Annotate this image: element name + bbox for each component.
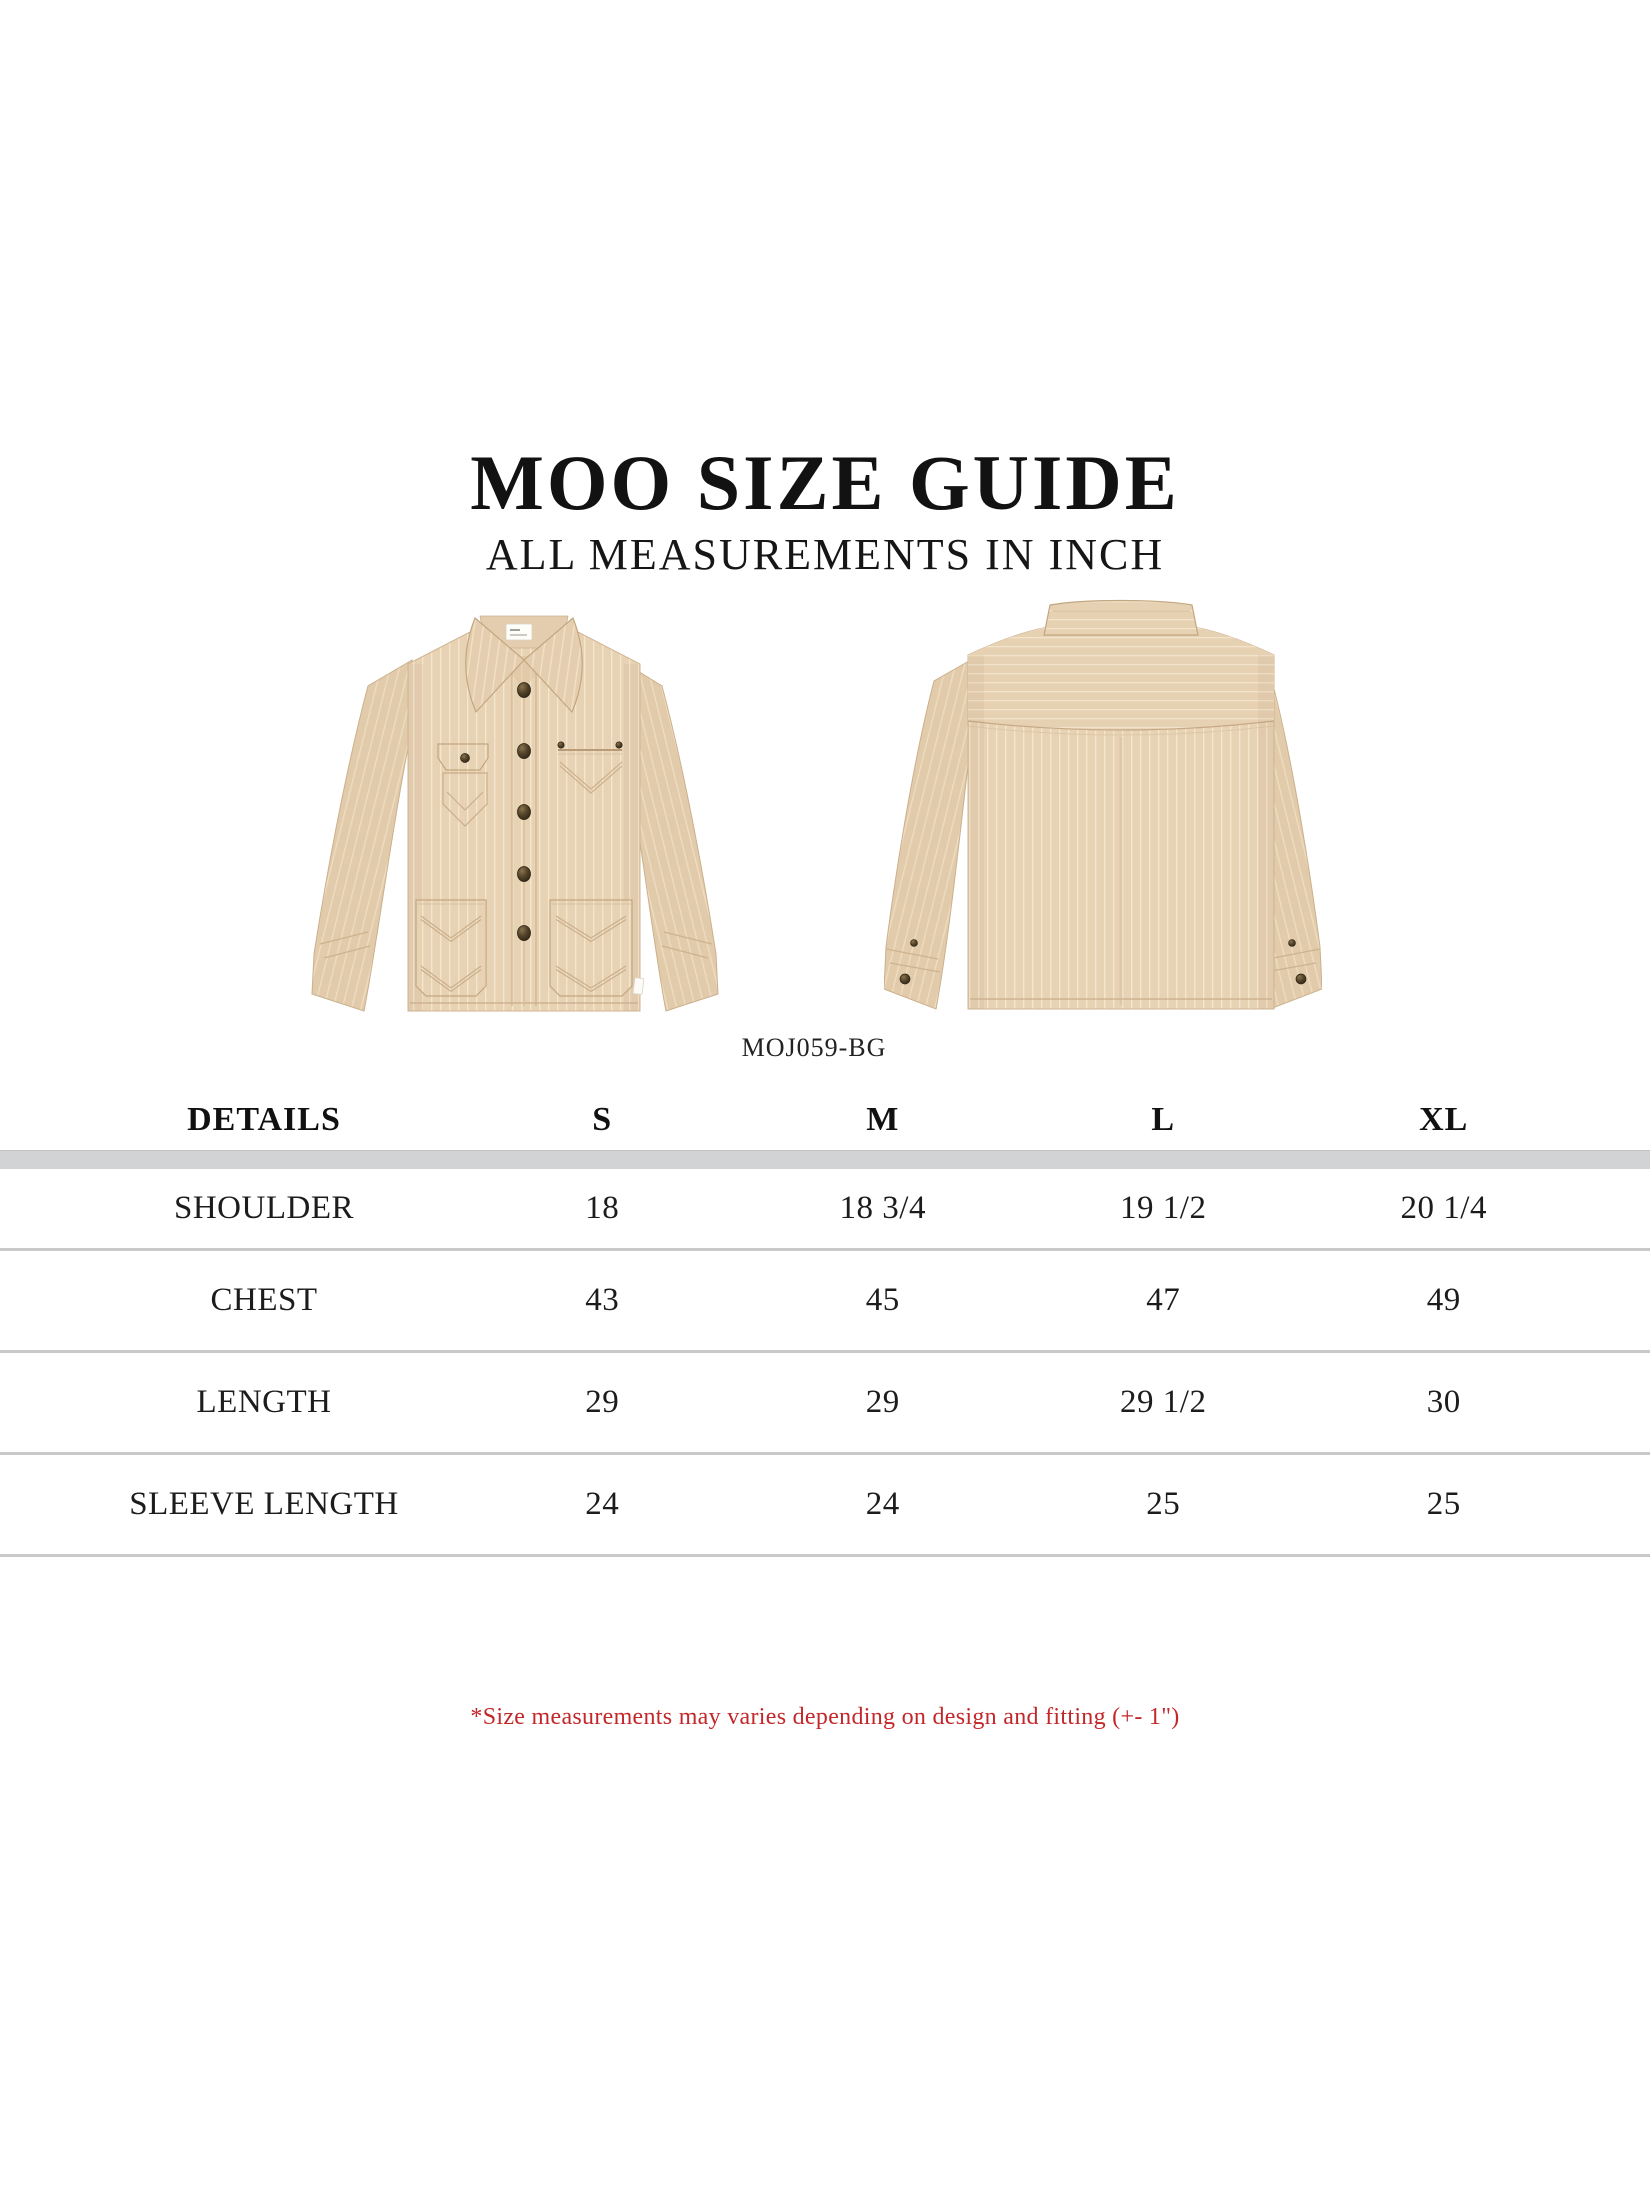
back-left-sleeve (884, 657, 976, 1009)
header-cell-xl: XL (1419, 1101, 1469, 1138)
side-seam-tag (633, 978, 644, 995)
front-left-sleeve (312, 660, 412, 1011)
neck-label (506, 624, 532, 640)
size-value: 29 (865, 1384, 900, 1420)
size-value: 20 1/4 (1400, 1190, 1487, 1226)
table-header-row (0, 1090, 1650, 1150)
page-subtitle: ALL MEASUREMENTS IN INCH (485, 530, 1165, 579)
back-yoke (968, 627, 1274, 730)
lower-left-pocket (416, 900, 486, 996)
table-row-shoulder (0, 1169, 1650, 1251)
table-row-sleeve-length (0, 1455, 1650, 1557)
size-value: 43 (585, 1282, 620, 1318)
row-label: SHOULDER (173, 1190, 354, 1226)
row-label: SLEEVE LENGTH (129, 1486, 399, 1522)
jacket-front-image (310, 598, 722, 1018)
header-divider-bar (0, 1150, 1650, 1169)
size-table (0, 1090, 1650, 1557)
size-value: 24 (865, 1486, 900, 1522)
lower-right-pocket (550, 900, 632, 996)
size-value: 25 (1146, 1486, 1181, 1522)
row-label: CHEST (210, 1282, 318, 1318)
size-value: 24 (585, 1486, 620, 1522)
header-cell-m: M (866, 1101, 900, 1138)
header-cell-s: S (592, 1101, 613, 1138)
jacket-back-image (884, 597, 1322, 1017)
product-code: MOJ059-BG (741, 1033, 887, 1062)
size-value: 18 3/4 (839, 1190, 926, 1226)
size-value: 49 (1426, 1282, 1461, 1318)
back-collar (1044, 601, 1198, 636)
header-cell-l: L (1151, 1101, 1176, 1138)
size-value: 29 (585, 1384, 620, 1420)
size-value: 30 (1426, 1384, 1461, 1420)
size-value: 19 1/2 (1120, 1190, 1207, 1226)
size-value: 29 1/2 (1120, 1384, 1207, 1420)
size-footnote: *Size measurements may varies depending on design and fitting (+- 1") (470, 1704, 1180, 1730)
size-value: 47 (1146, 1282, 1181, 1318)
size-value: 18 (585, 1190, 620, 1226)
page-title: MOO SIZE GUIDE (470, 439, 1180, 526)
size-value: 25 (1426, 1486, 1461, 1522)
row-label: LENGTH (196, 1384, 332, 1420)
header-cell-details: DETAILS (187, 1101, 341, 1138)
table-row-length (0, 1353, 1650, 1455)
table-row-chest (0, 1251, 1650, 1353)
size-value: 45 (865, 1282, 900, 1318)
